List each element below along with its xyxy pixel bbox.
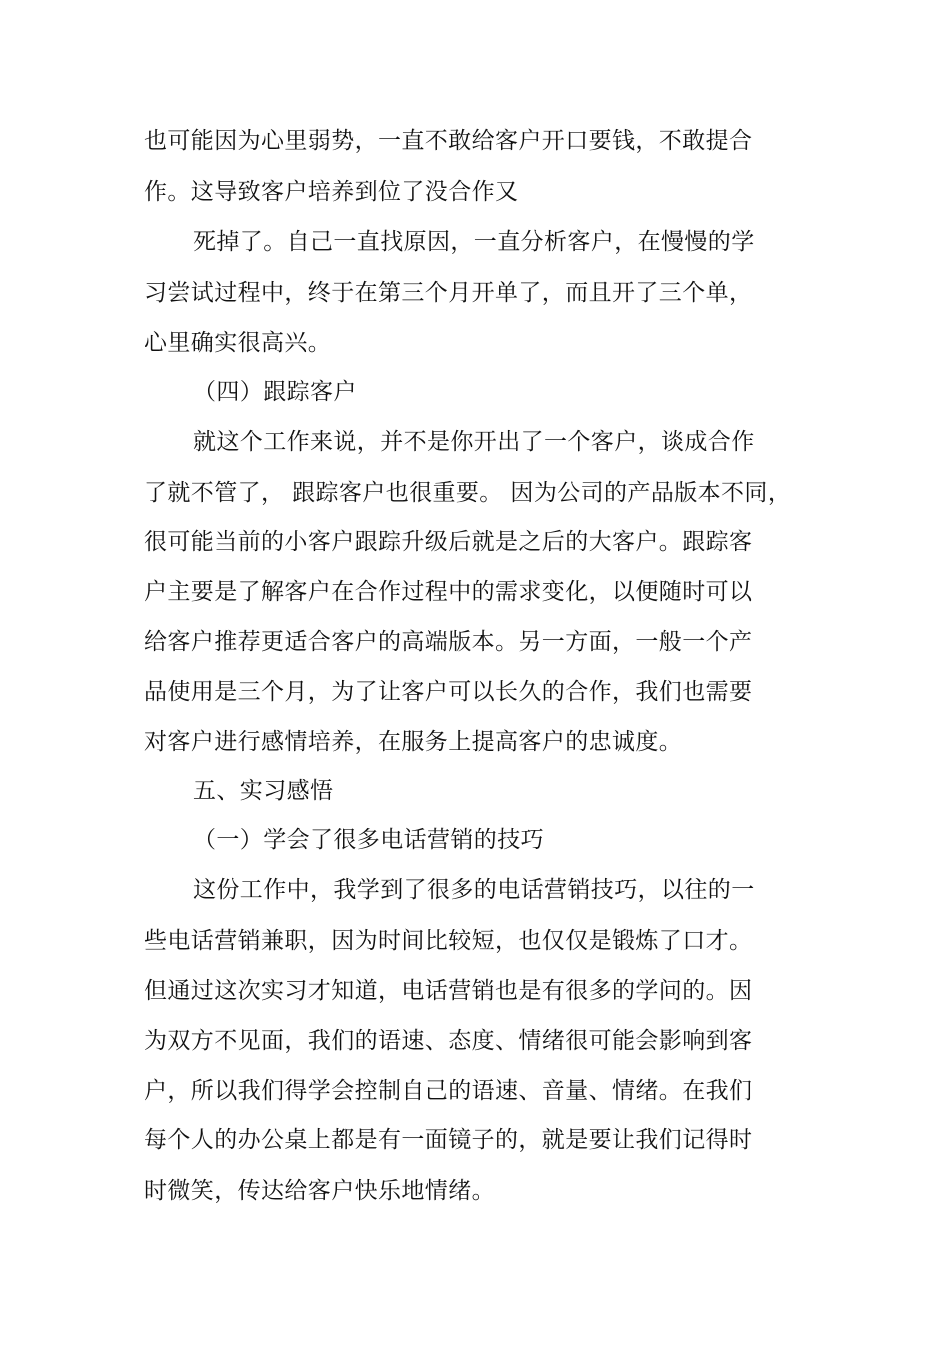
text-line: 对客户进行感情培养，在服务上提高客户的忠诚度。 xyxy=(144,729,683,755)
text-line: 户主要是了解客户在合作过程中的需求变化，以便随时可以 xyxy=(144,579,753,605)
text-line: 习尝试过程中，终于在第三个月开单了，而且开了三个单， xyxy=(144,280,753,306)
text-line: 死掉了。自己一直找原因，一直分析客户，在慢慢的学 xyxy=(193,229,755,255)
text-line: 也可能因为心里弱势，一直不敢给客户开口要钱，不敢提合 xyxy=(144,128,753,154)
text-line: 了就不管了， 跟踪客户也很重要。 因为公司的产品版本不同， xyxy=(144,480,792,506)
text-line: 心里确实很高兴。 xyxy=(144,330,332,356)
text-line: 很可能当前的小客户跟踪升级后就是之后的大客户。跟踪客 xyxy=(144,529,753,555)
text-line: 时微笑，传达给客户快乐地情绪。 xyxy=(144,1178,495,1204)
text-line: 每个人的办公桌上都是有一面镜子的，就是要让我们记得时 xyxy=(144,1127,753,1153)
text-line: 就这个工作来说，并不是你开出了一个客户，谈成合作 xyxy=(193,429,755,455)
text-line: 户，所以我们得学会控制自己的语速、音量、情绪。在我们 xyxy=(144,1078,753,1104)
text-line: 作。这导致客户培养到位了没合作又 xyxy=(144,179,519,205)
section-heading: 五、实习感悟 xyxy=(193,778,334,804)
text-line: 这份工作中，我学到了很多的电话营销技巧，以往的一 xyxy=(193,877,755,903)
text-line: 但通过这次实习才知道，电话营销也是有很多的学问的。因 xyxy=(144,978,753,1004)
text-line: 为双方不见面，我们的语速、态度、情绪很可能会影响到客 xyxy=(144,1028,753,1054)
text-line: 些电话营销兼职，因为时间比较短，也仅仅是锻炼了口才。 xyxy=(144,928,753,954)
text-line: 给客户推荐更适合客户的高端版本。另一方面，一般一个产 xyxy=(144,629,753,655)
section-heading: （四）跟踪客户 xyxy=(193,379,357,405)
section-heading: （一）学会了很多电话营销的技巧 xyxy=(193,827,544,853)
text-line: 品使用是三个月，为了让客户可以长久的合作，我们也需要 xyxy=(144,679,753,705)
